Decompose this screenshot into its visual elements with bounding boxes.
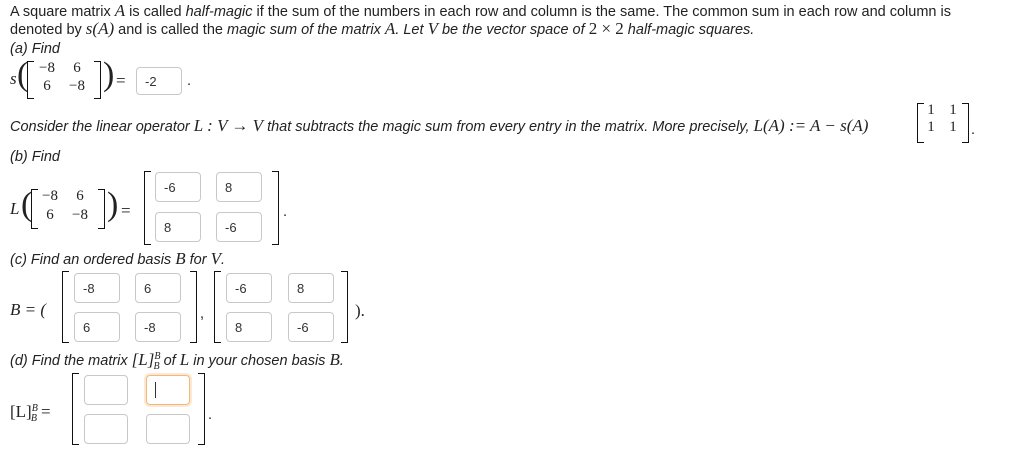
- basis1-input-r1c1[interactable]: -8: [74, 273, 120, 303]
- part-a-matrix: −8 6 6 −8: [39, 60, 85, 94]
- basis1-input-r2c2[interactable]: -8: [135, 312, 181, 342]
- lb-input-r2c2[interactable]: [146, 414, 190, 444]
- close-paren: ): [103, 56, 115, 93]
- operator-period: .: [971, 122, 976, 138]
- intro-line-2: denoted by s(A) and is called the magic sum of the matrix A. Let V be the vector space of 2 × 2 half-magic squares.: [10, 19, 755, 38]
- matrix-right-bracket: [98, 189, 105, 229]
- magic-sum-fn: s: [10, 69, 17, 88]
- basis2-input-r2c2[interactable]: -6: [288, 312, 334, 342]
- text-caret: [155, 382, 156, 398]
- part-b-input-r1c2[interactable]: 8: [216, 172, 262, 202]
- basis2-right-bracket: [341, 271, 348, 343]
- ones-matrix: 1 1 1 1: [927, 102, 957, 135]
- part-a-label: (a) Find: [10, 41, 60, 57]
- equals-sign: =: [121, 201, 131, 220]
- part-a-period: .: [187, 73, 192, 89]
- answer-left-bracket: [144, 171, 151, 245]
- lb-input-r1c1[interactable]: [84, 375, 128, 405]
- lb-right-bracket: [198, 373, 205, 445]
- basis2-input-r1c2[interactable]: 8: [288, 273, 334, 303]
- operator-definition: Consider the linear operator L : V → V that subtracts the magic sum from every entry in the matrix. More precisely, L(A) := A − s(A): [10, 116, 869, 135]
- part-c-label: (c) Find an ordered basis B for V.: [10, 249, 226, 268]
- matrix-right-bracket: [94, 61, 101, 99]
- basis1-input-r1c2[interactable]: 6: [135, 273, 181, 303]
- matrix-lhs: $[L]^B_B$ =: [10, 402, 51, 424]
- lb-input-r1c2[interactable]: [146, 375, 190, 405]
- part-a-answer-input[interactable]: -2: [136, 67, 182, 95]
- basis1-input-r2c1[interactable]: 6: [74, 312, 120, 342]
- basis1-right-bracket: [190, 271, 197, 343]
- basis2-input-r1c1[interactable]: -6: [226, 273, 272, 303]
- part-b-input-r2c1[interactable]: 8: [155, 212, 201, 242]
- answer-right-bracket: [272, 171, 279, 245]
- intro-line-1: A square matrix A is called half-magic if the sum of the numbers in each row and column is the same. The common sum in each row and column is: [10, 1, 951, 20]
- basis2-input-r2c1[interactable]: 8: [226, 312, 272, 342]
- part-b-period: .: [283, 204, 288, 220]
- basis-lhs: B = (: [10, 300, 47, 319]
- part-d-label: (d) Find the matrix $[L]^B_B$ of L in your chosen basis B.: [10, 350, 344, 372]
- operator-fn: L: [10, 199, 20, 218]
- close-paren: ): [107, 186, 119, 223]
- lb-input-r2c1[interactable]: [84, 414, 128, 444]
- part-d-period: .: [208, 407, 213, 423]
- part-b-matrix: −8 6 6 −8: [42, 188, 88, 223]
- open-paren: (: [17, 56, 29, 93]
- ones-matrix-right-bracket: [962, 103, 969, 143]
- open-paren: (: [21, 186, 33, 223]
- part-b-label: (b) Find: [10, 149, 60, 165]
- part-b-input-r1c1[interactable]: -6: [155, 172, 201, 202]
- basis1-left-bracket: [62, 271, 69, 343]
- part-b-input-r2c2[interactable]: -6: [216, 212, 262, 242]
- equals-sign: =: [116, 71, 126, 90]
- basis-comma: ,: [200, 306, 205, 322]
- basis-close: ).: [355, 301, 365, 320]
- basis2-left-bracket: [214, 271, 221, 343]
- lb-left-bracket: [72, 373, 79, 445]
